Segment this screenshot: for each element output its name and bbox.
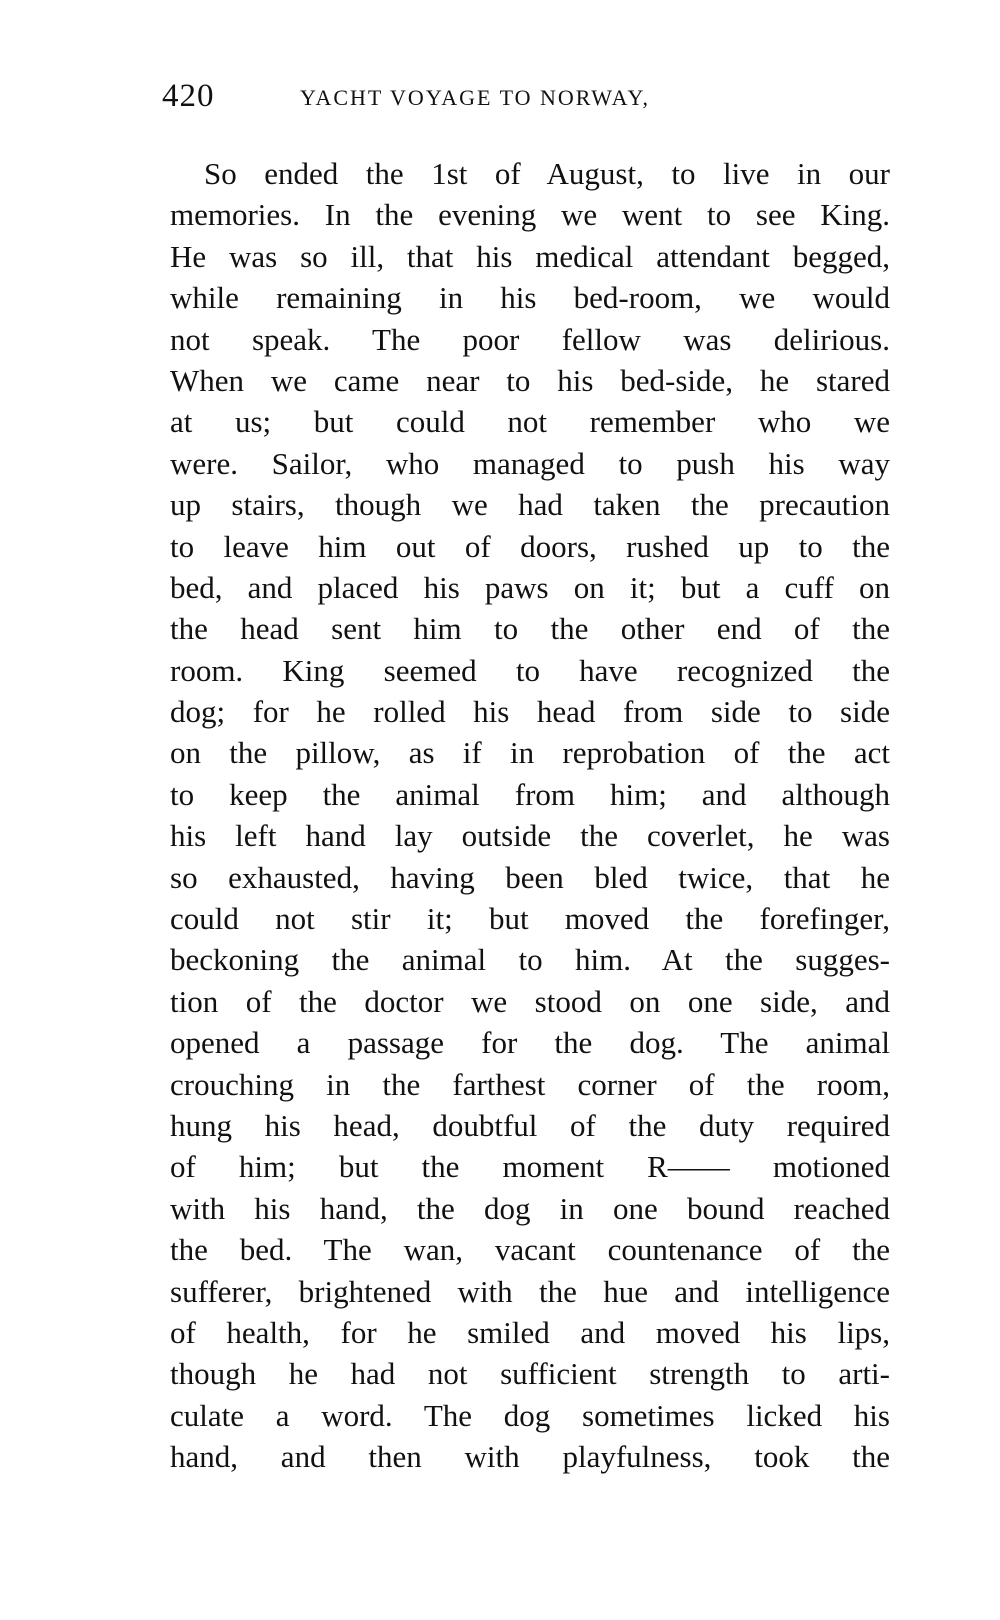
text-line: could not stir it; but moved the forefinger, [170,901,890,937]
text-line: to keep the animal from him; and although [170,776,890,812]
page-number: 420 [162,78,215,114]
text-line: opened a passage for the dog. The animal [170,1025,890,1061]
text-line: When we came near to his bed-side, he stared [170,362,890,398]
body-text [170,153,890,1478]
text-line: So ended the 1st of August, to live in our [204,156,890,191]
text-line: were. Sailor, who managed to push his way [170,445,890,481]
text-line: hung his head, doubtful of the duty required [170,1107,890,1143]
text-line: memories. In the evening we went to see King. [170,197,890,233]
text-line: beckoning the animal to him. At the sugges- [170,942,890,978]
text-line: crouching in the farthest corner of the room, [170,1066,890,1102]
running-head: YACHT VOYAGE TO NORWAY, [300,85,650,110]
text-line: up stairs, though we had taken the precaution [170,487,890,523]
text-line: of health, for he smiled and moved his lips, [170,1314,890,1350]
text-line: though he had not sufficient strength to arti- [170,1356,890,1392]
text-line: bed, and placed his paws on it; but a cuff on [170,569,890,605]
text-line: at us; but could not remember who we [170,404,890,440]
text-line: dog; for he rolled his head from side to side [170,694,890,730]
text-line: sufferer, brightened with the hue and intelligence [170,1273,890,1309]
text-line: on the pillow, as if in reprobation of the act [170,735,890,771]
page-header [162,76,882,120]
text-line: room. King seemed to have recognized the [170,652,890,688]
text-line: the head sent him to the other end of the [170,611,890,647]
text-line: while remaining in his bed-room, we would [170,280,890,316]
text-line: to leave him out of doors, rushed up to the [170,528,890,564]
text-line: tion of the doctor we stood on one side, and [170,983,890,1019]
text-line: the bed. The wan, vacant countenance of the [170,1232,890,1268]
text-line: with his hand, the dog in one bound reached [170,1190,890,1226]
text-line: culate a word. The dog sometimes licked his [170,1397,890,1433]
text-line: his left hand lay outside the coverlet, he was [170,818,890,854]
text-line: hand, and then with playfulness, took the [170,1439,890,1475]
text-line: He was so ill, that his medical attendant begged, [170,238,890,274]
text-line: not speak. The poor fellow was delirious. [170,321,890,357]
text-line: of him; but the moment R—— motioned [170,1149,890,1185]
text-line: so exhausted, having been bled twice, that he [170,859,890,895]
